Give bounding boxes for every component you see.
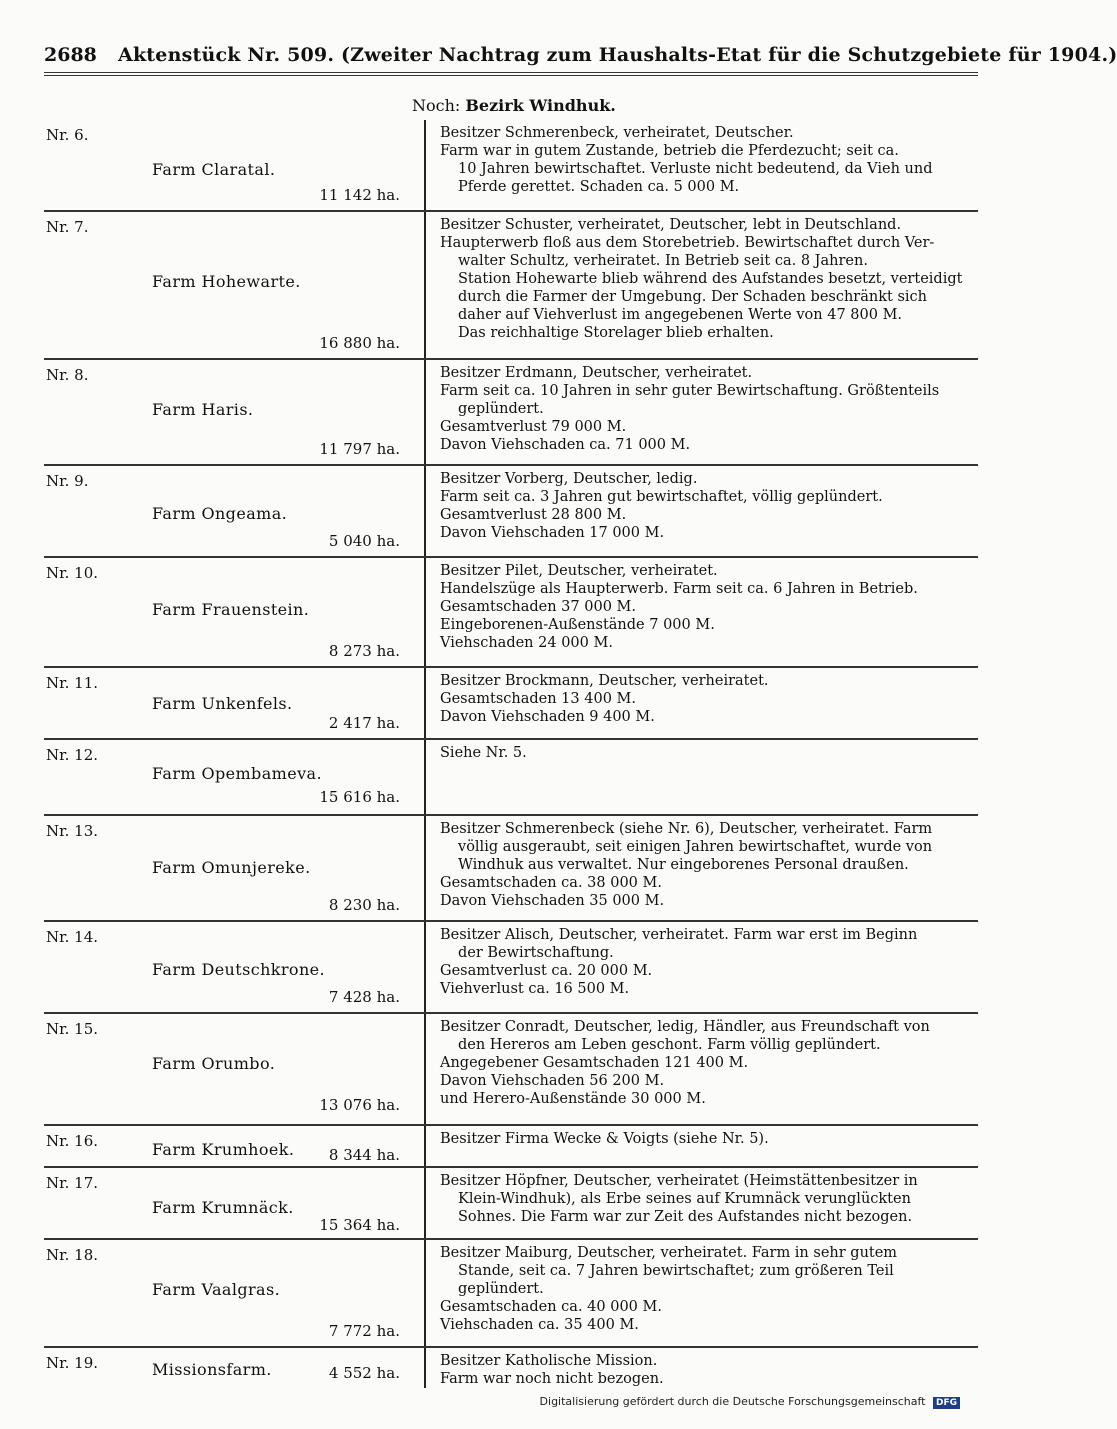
- description-line: Gesamtschaden 13 400 M.: [440, 691, 636, 707]
- entry-number: Nr. 6.: [46, 126, 89, 144]
- description-line: Viehverlust ca. 16 500 M.: [440, 981, 630, 997]
- description-line: daher auf Viehverlust im angegebenen Werte von 47 800 M.: [458, 307, 903, 323]
- farm-area: 5 040 ha.: [328, 532, 400, 550]
- description-line: Viehschaden 24 000 M.: [440, 635, 613, 651]
- farm-area: 4 552 ha.: [328, 1364, 400, 1382]
- description-line: Windhuk aus verwaltet. Nur eingeborenes Personal draußen.: [458, 857, 909, 873]
- entry-description: [440, 1018, 974, 1108]
- description-line: Farm seit ca. 10 Jahren in sehr guter Bewirtschaftung. Größtenteils: [440, 383, 940, 399]
- dfg-logo: DFG: [933, 1397, 960, 1409]
- farm-area: 16 880 ha.: [319, 334, 400, 352]
- description-line: Station Hohewarte blieb während des Aufstandes besetzt, verteidigt: [458, 271, 963, 287]
- page-number: 2688: [44, 44, 97, 66]
- description-line: Gesamtschaden ca. 40 000 M.: [440, 1299, 662, 1315]
- description-line: Besitzer Schmerenbeck, verheiratet, Deutscher.: [440, 125, 794, 141]
- description-line: Besitzer Katholische Mission.: [440, 1353, 658, 1369]
- farm-entry: [44, 558, 978, 668]
- entry-number: Nr. 8.: [46, 366, 89, 384]
- farm-area: 11 797 ha.: [319, 440, 400, 458]
- description-line: Besitzer Schmerenbeck (siehe Nr. 6), Deutscher, verheiratet. Farm: [440, 821, 933, 837]
- description-line: Eingeborenen-Außenstände 7 000 M.: [440, 617, 715, 633]
- description-line: Gesamtschaden ca. 38 000 M.: [440, 875, 662, 891]
- entry-number: Nr. 15.: [46, 1020, 99, 1038]
- description-line: Angegebener Gesamtschaden 121 400 M.: [440, 1055, 749, 1071]
- farm-name: Missionsfarm.: [152, 1360, 272, 1379]
- entry-description: [440, 926, 974, 998]
- subheading-prefix: Noch:: [412, 96, 461, 115]
- entry-description: [440, 364, 974, 454]
- entry-number: Nr. 12.: [46, 746, 99, 764]
- entry-number: Nr. 11.: [46, 674, 99, 692]
- farm-area: 7 772 ha.: [328, 1322, 400, 1340]
- farm-name: Farm Ongeama.: [152, 504, 288, 523]
- description-line: walter Schultz, verheiratet. In Betrieb seit ca. 8 Jahren.: [458, 253, 868, 269]
- description-line: Farm war in gutem Zustande, betrieb die Pferdezucht; seit ca.: [440, 143, 899, 159]
- description-line: Gesamtschaden 37 000 M.: [440, 599, 636, 615]
- district-name: Bezirk Windhuk.: [465, 96, 616, 115]
- farm-area: 2 417 ha.: [328, 714, 400, 732]
- description-line: Davon Viehschaden ca. 71 000 M.: [440, 437, 691, 453]
- farm-entry: [44, 1014, 978, 1126]
- section-subheading: [412, 96, 616, 115]
- description-line: 10 Jahren bewirtschaftet. Verluste nicht bedeutend, da Vieh und: [458, 161, 933, 177]
- entry-description: [440, 1130, 974, 1148]
- description-line: Besitzer Erdmann, Deutscher, verheiratet.: [440, 365, 753, 381]
- farm-entry: [44, 922, 978, 1014]
- farm-name: Farm Opembameva.: [152, 764, 322, 783]
- farm-name: Farm Krumhoek.: [152, 1140, 295, 1159]
- farm-name: Farm Krumnäck.: [152, 1198, 294, 1217]
- entry-number: Nr. 10.: [46, 564, 99, 582]
- description-line: Viehschaden ca. 35 400 M.: [440, 1317, 639, 1333]
- description-line: Stande, seit ca. 7 Jahren bewirtschaftet; zum größeren Teil: [458, 1263, 894, 1279]
- entry-number: Nr. 16.: [46, 1132, 99, 1150]
- farm-entry: [44, 360, 978, 466]
- description-line: Davon Viehschaden 17 000 M.: [440, 525, 665, 541]
- entry-number: Nr. 7.: [46, 218, 89, 236]
- farm-entry: [44, 1348, 978, 1390]
- entry-number: Nr. 19.: [46, 1354, 99, 1372]
- description-line: Das reichhaltige Storelager blieb erhalten.: [458, 325, 774, 341]
- description-line: Davon Viehschaden 9 400 M.: [440, 709, 655, 725]
- entry-description: [440, 470, 974, 542]
- entry-description: [440, 562, 974, 652]
- description-line: den Hereros am Leben geschont. Farm völlig geplündert.: [458, 1037, 881, 1053]
- farm-area: 13 076 ha.: [319, 1096, 400, 1114]
- description-line: Davon Viehschaden 35 000 M.: [440, 893, 665, 909]
- description-line: Besitzer Alisch, Deutscher, verheiratet. Farm war erst im Beginn: [440, 927, 918, 943]
- description-line: Pferde gerettet. Schaden ca. 5 000 M.: [458, 179, 740, 195]
- farm-name: Farm Claratal.: [152, 160, 276, 179]
- farm-name: Farm Haris.: [152, 400, 254, 419]
- entry-number: Nr. 18.: [46, 1246, 99, 1264]
- description-line: Davon Viehschaden 56 200 M.: [440, 1073, 665, 1089]
- description-line: der Bewirtschaftung.: [458, 945, 614, 961]
- entry-description: [440, 1244, 974, 1334]
- farm-area: 11 142 ha.: [319, 186, 400, 204]
- header-rule: [44, 72, 978, 73]
- farm-name: Farm Unkenfels.: [152, 694, 293, 713]
- entry-description: [440, 744, 974, 762]
- description-line: Besitzer Pilet, Deutscher, verheiratet.: [440, 563, 718, 579]
- description-line: Haupterwerb floß aus dem Storebetrieb. Bewirtschaftet durch Ver-: [440, 235, 935, 251]
- farm-area: 8 230 ha.: [328, 896, 400, 914]
- description-line: durch die Farmer der Umgebung. Der Schaden beschränkt sich: [458, 289, 927, 305]
- entry-number: Nr. 9.: [46, 472, 89, 490]
- farm-name: Farm Hohewarte.: [152, 272, 301, 291]
- farm-area: 15 616 ha.: [319, 788, 400, 806]
- description-line: Besitzer Schuster, verheiratet, Deutscher, lebt in Deutschland.: [440, 217, 902, 233]
- description-line: Siehe Nr. 5.: [440, 745, 527, 761]
- description-line: Sohnes. Die Farm war zur Zeit des Aufstandes nicht bezogen.: [458, 1209, 913, 1225]
- page-title: Aktenstück Nr. 509. (Zweiter Nachtrag zum Haushalts-Etat für die Schutzgebiete für 1904.): [118, 44, 1117, 66]
- description-line: Besitzer Firma Wecke & Voigts (siehe Nr. 5).: [440, 1131, 769, 1147]
- farm-area: 7 428 ha.: [328, 988, 400, 1006]
- description-line: geplündert.: [458, 401, 544, 417]
- description-line: völlig ausgeraubt, seit einigen Jahren bewirtschaftet, wurde von: [458, 839, 933, 855]
- description-line: Besitzer Höpfner, Deutscher, verheiratet (Heimstättenbesitzer in: [440, 1173, 918, 1189]
- farm-name: Farm Deutschkrone.: [152, 960, 326, 979]
- farm-name: Farm Frauenstein.: [152, 600, 310, 619]
- description-line: Besitzer Maiburg, Deutscher, verheiratet. Farm in sehr gutem: [440, 1245, 898, 1261]
- farm-name: Farm Orumbo.: [152, 1054, 276, 1073]
- farm-entry: [44, 466, 978, 558]
- farm-entry: [44, 212, 978, 360]
- farm-name: Farm Omunjereke.: [152, 858, 311, 877]
- description-line: Farm war noch nicht bezogen.: [440, 1371, 664, 1387]
- farm-entry: [44, 816, 978, 922]
- description-line: Besitzer Conradt, Deutscher, ledig, Händler, aus Freundschaft von: [440, 1019, 930, 1035]
- farm-area: 8 344 ha.: [328, 1146, 400, 1164]
- entry-description: [440, 672, 974, 726]
- description-line: Besitzer Vorberg, Deutscher, ledig.: [440, 471, 698, 487]
- farm-name: Farm Vaalgras.: [152, 1280, 281, 1299]
- description-line: Farm seit ca. 3 Jahren gut bewirtschaftet, völlig geplündert.: [440, 489, 883, 505]
- header-rule-thin: [44, 75, 978, 76]
- footer: [540, 1395, 960, 1409]
- entry-description: [440, 1172, 974, 1226]
- entry-description: [440, 216, 974, 342]
- farm-area: 15 364 ha.: [319, 1216, 400, 1234]
- farm-entry: [44, 740, 978, 816]
- entry-description: [440, 1352, 974, 1388]
- description-line: Gesamtverlust ca. 20 000 M.: [440, 963, 653, 979]
- entry-number: Nr. 13.: [46, 822, 99, 840]
- description-line: geplündert.: [458, 1281, 544, 1297]
- description-line: Klein-Windhuk), als Erbe seines auf Krumnäck verunglückten: [458, 1191, 911, 1207]
- page-header: [44, 38, 1117, 72]
- farm-area: 8 273 ha.: [328, 642, 400, 660]
- farm-entry: [44, 1168, 978, 1240]
- entry-description: [440, 124, 974, 196]
- farm-entry: [44, 120, 978, 212]
- entry-number: Nr. 17.: [46, 1174, 99, 1192]
- description-line: Gesamtverlust 28 800 M.: [440, 507, 627, 523]
- farm-entry: [44, 1240, 978, 1348]
- farm-entry: [44, 1126, 978, 1168]
- footer-credit: Digitalisierung gefördert durch die Deutsche Forschungsgemeinschaft: [539, 1395, 926, 1408]
- farm-entry: [44, 668, 978, 740]
- entry-number: Nr. 14.: [46, 928, 99, 946]
- description-line: Besitzer Brockmann, Deutscher, verheiratet.: [440, 673, 769, 689]
- description-line: Handelszüge als Haupterwerb. Farm seit ca. 6 Jahren in Betrieb.: [440, 581, 918, 597]
- description-line: Gesamtverlust 79 000 M.: [440, 419, 627, 435]
- entry-description: [440, 820, 974, 910]
- description-line: und Herero-Außenstände 30 000 M.: [440, 1091, 706, 1107]
